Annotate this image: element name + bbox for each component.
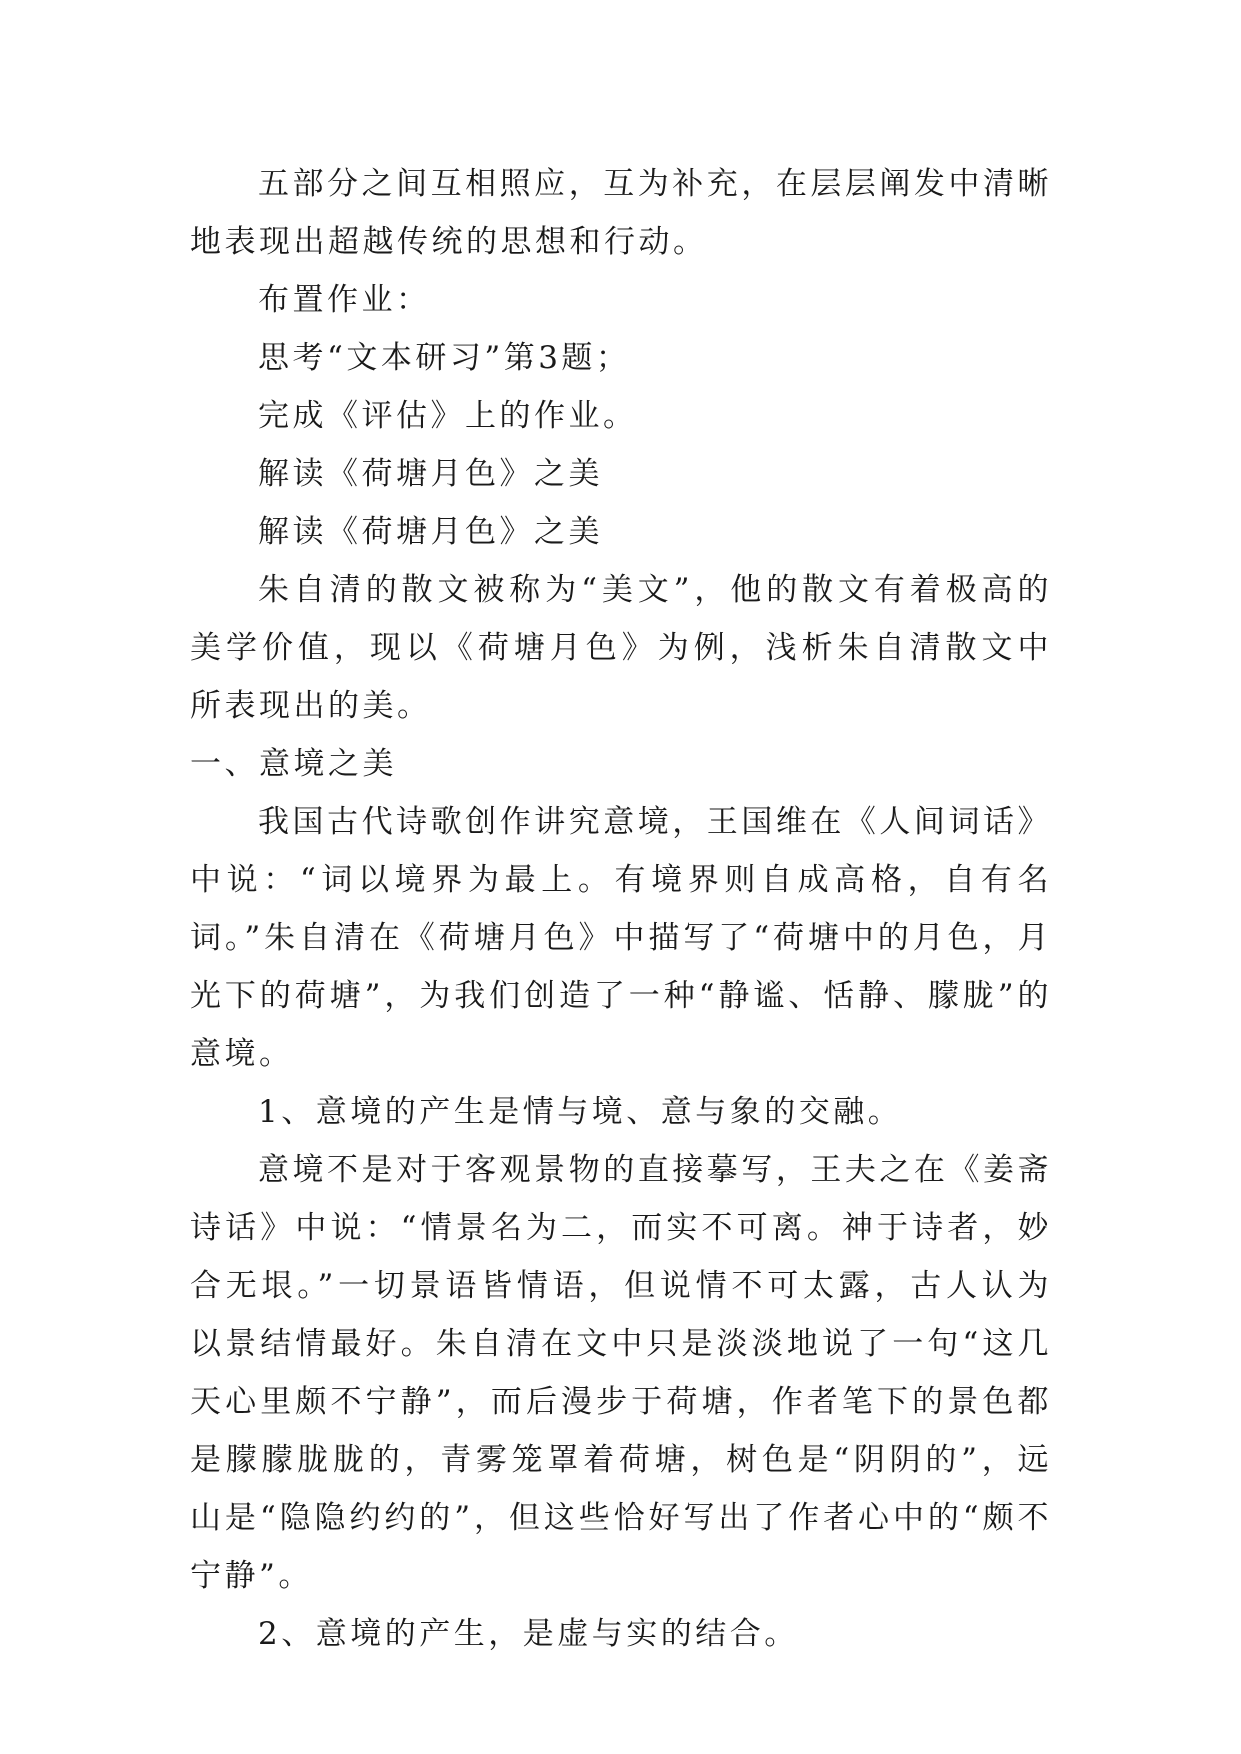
paragraph-homework-item-2: 完成《评估》上的作业。: [258, 398, 638, 434]
paragraph-article-title-repeat: 解读《荷塘月色》之美: [258, 514, 603, 550]
paragraph-artistic-conception: 我国古代诗歌创作讲究意境，王国维在《人间词话》中说：“词以境界为最上。有境界则自成高格，自有名词。”朱自清在《荷塘月色》中描写了“荷塘中的月色，月光下的荷塘”，为我们创造了一种“静谧、恬静、朦胧”的意境。: [190, 804, 1052, 1072]
section-heading-artistic-conception: 一、意境之美: [190, 746, 397, 782]
subheading-emotion-and-scene: 1、意境的产生是情与境、意与象的交融。: [258, 1094, 903, 1130]
paragraph-emotion-and-scene: 意境不是对于客观景物的直接摹写，王夫之在《姜斋诗话》中说：“情景名为二，而实不可离。神于诗者，妙合无垠。”一切景语皆情语，但说情不可太露，古人认为以景结情最好。朱自清在文中只是淡淡地说了一句“这几天心里颇不宁静”，而后漫步于荷塘，作者笔下的景色都是朦朦胧胧的，青雾笼罩着荷塘，树色是“阴阴的”，远山是“隐隐约约的”，但这些恰好写出了作者心中的“颇不宁静”。: [190, 1152, 1052, 1594]
paragraph-article-title: 解读《荷塘月色》之美: [258, 456, 603, 492]
paragraph-intro: 朱自清的散文被称为“美文”，他的散文有着极高的美学价值，现以《荷塘月色》为例，浅析朱自清散文中所表现出的美。: [190, 572, 1052, 724]
paragraph-homework-heading: 布置作业：: [258, 282, 431, 318]
subheading-virtual-and-real: 2、意境的产生，是虚与实的结合。: [258, 1616, 799, 1652]
paragraph-structure-summary: 五部分之间互相照应，互为补充，在层层阐发中清晰地表现出超越传统的思想和行动。: [190, 166, 1052, 260]
paragraph-homework-item-1: 思考“文本研习”第3题；: [258, 340, 631, 376]
document-page: [190, 155, 1052, 1663]
